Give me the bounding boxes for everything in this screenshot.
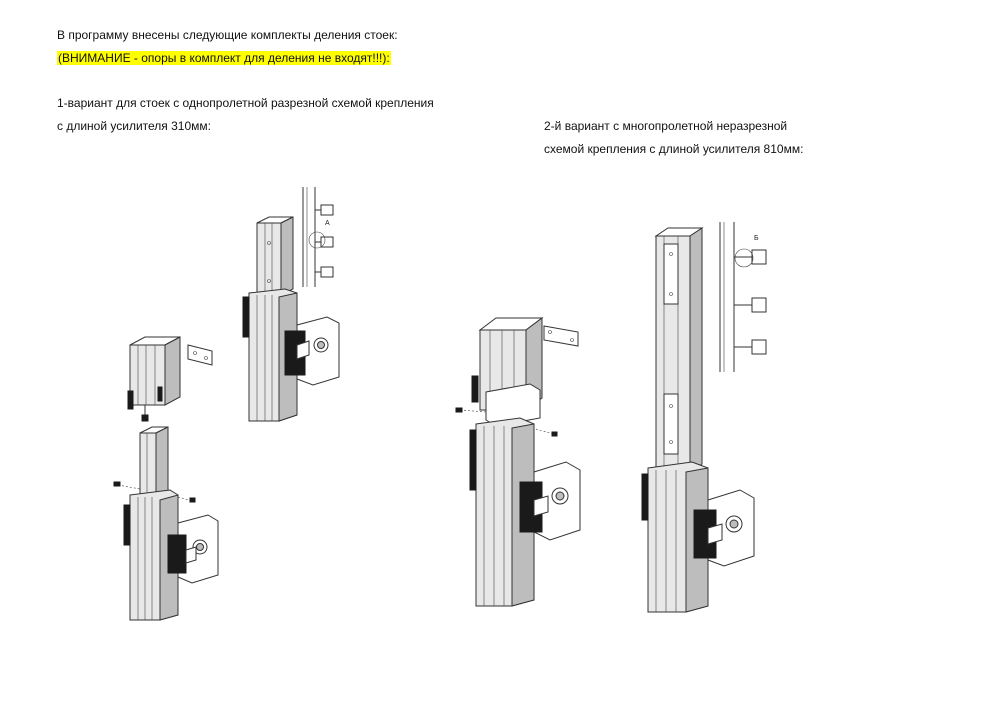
variant2-line1: 2-й вариант с многопролетной неразрезной xyxy=(544,119,788,133)
small-plate xyxy=(188,345,212,365)
variant2-assembled-drawing xyxy=(630,210,790,620)
lower-profile xyxy=(124,427,178,620)
variant2-exploded-drawing xyxy=(450,300,590,620)
detail-schematic-a xyxy=(303,187,333,287)
warning-text xyxy=(57,50,391,66)
detail-schematic-b xyxy=(720,222,766,372)
warning-highlight: (ВНИМАНИЕ - опоры в комплект для деления не входят!!!): xyxy=(58,51,390,65)
small-plate xyxy=(544,326,578,346)
upper-profile-stub xyxy=(128,337,180,409)
detail-mark-a: А xyxy=(325,220,330,227)
upper-profile-stub xyxy=(472,318,542,426)
variant1-line1: 1-вариант для стоек с однопролетной разрезной схемой крепления xyxy=(57,96,434,110)
variant1-exploded-drawing xyxy=(100,325,230,625)
variant1-assembled-drawing xyxy=(235,185,375,425)
profile-assembled xyxy=(243,217,297,421)
intro-text: В программу внесены следующие комплекты деления стоек: xyxy=(57,28,398,42)
detail-mark-b: Б xyxy=(754,235,759,242)
variant2-line2: схемой крепления с длиной усилителя 810мм: xyxy=(544,142,804,156)
variant1-line2: с длиной усилителя 310мм: xyxy=(57,119,211,133)
